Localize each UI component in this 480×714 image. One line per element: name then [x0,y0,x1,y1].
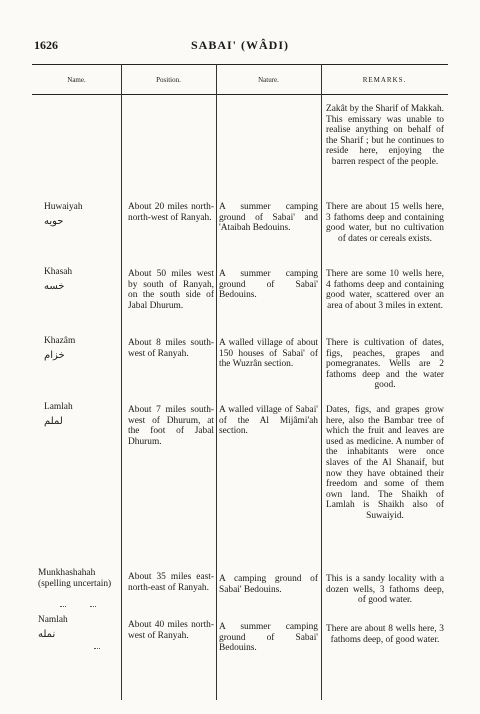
column-divider [321,64,322,700]
position-cell: About 40 miles north-west of Ranyah. [128,620,214,641]
remarks-cell: Dates, figs, and grapes grow here, also the Bambar tree of which the fruit and leaves are used as medicine. A number of the inhabitants were once slaves of the Al Shanaif, but now they have obtained their freedom and some of them own land. The Shaikh of Lamlah is Shaikh also of Suwaiyid. [326,405,444,521]
print-mark [94,648,100,649]
place-name-text: Munkhashahah (spelling uncertain) [38,568,112,589]
place-name-arabic: لملم [44,415,63,427]
remarks-cell: There is cultivation of dates, figs, peaches, grapes and pomegranates. Wells are 2 fathoms deep and the water good. [326,338,444,391]
page-number: 1626 [34,38,58,52]
place-name-text: Khasah [44,267,73,277]
place-name [38,615,114,640]
place-name-text: Huwaiyah [44,202,83,212]
nature-cell: A summer camping ground of Sabai' Bedouins. [219,269,318,301]
column-header-nature: Nature. [258,76,279,84]
place-name-text: Namlah [38,615,68,625]
place-name [38,568,118,589]
column-divider [216,64,217,700]
nature-cell: A summer camping ground of Sabai' and 'Ataibah Bedouins. [219,202,318,234]
place-name [44,402,120,427]
continued-remark: Zakât by the Sharif of Makkah. This emissary was unable to realise anything on behalf of the Sharif ; but he continues to reside here, enjoying the barren respect of the people. [326,104,444,167]
position-cell: About 20 miles north-north-west of Ranyah. [128,202,214,223]
place-name-text: Khazâm [44,336,76,346]
top-rule [32,64,448,65]
position-cell: About 8 miles south-west of Ranyah. [128,338,214,359]
place-name-arabic: نمله [38,628,56,640]
column-header-name: Name. [67,76,86,84]
header-rule [32,94,448,95]
nature-cell: A camping ground of Sabai' Bedouins. [219,574,318,595]
place-name-arabic: خسه [44,280,65,292]
place-name-arabic: حويه [44,215,64,227]
column-header-position: Position. [156,76,181,84]
nature-cell: A summer camping ground of Sabai' Bedouins. [219,622,318,654]
place-name [44,336,120,361]
place-name [44,202,120,227]
running-title: SABAI' (WÂDI) [190,38,289,52]
position-cell: About 7 miles south-west of Dhurum, at the foot of Jabal Dhurum. [128,405,214,447]
place-name-text: Lamlah [44,402,73,412]
nature-cell: A walled village of about 150 houses of Sabai' of the Wuzrân section. [219,338,318,370]
remarks-cell: There are some 10 wells here, 4 fathoms deep and containing good water, scattered over an area of about 3 miles in extent. [326,269,444,311]
position-cell: About 35 miles east-north-east of Ranyah. [128,572,214,593]
remarks-cell: There are about 8 wells here, 3 fathoms deep, of good water. [326,624,444,645]
remarks-cell: There are about 15 wells here, 3 fathoms deep and containing good water, but no cultivation of dates or cereals exists. [326,202,444,244]
print-mark [90,606,96,607]
place-name [44,267,120,292]
column-header-remarks: REMARKS. [362,76,407,84]
print-mark [60,606,66,607]
place-name-arabic: خزام [44,349,65,361]
remarks-cell: This is a sandy locality with a dozen wells, 3 fathoms deep, of good water. [326,574,444,606]
nature-cell: A walled village of Sabai' of the Al Mijâmi'ah section. [219,405,318,437]
column-divider [121,64,122,700]
position-cell: About 50 miles west by south of Ranyah, on the south side of Jabal Dhurum. [128,269,214,311]
